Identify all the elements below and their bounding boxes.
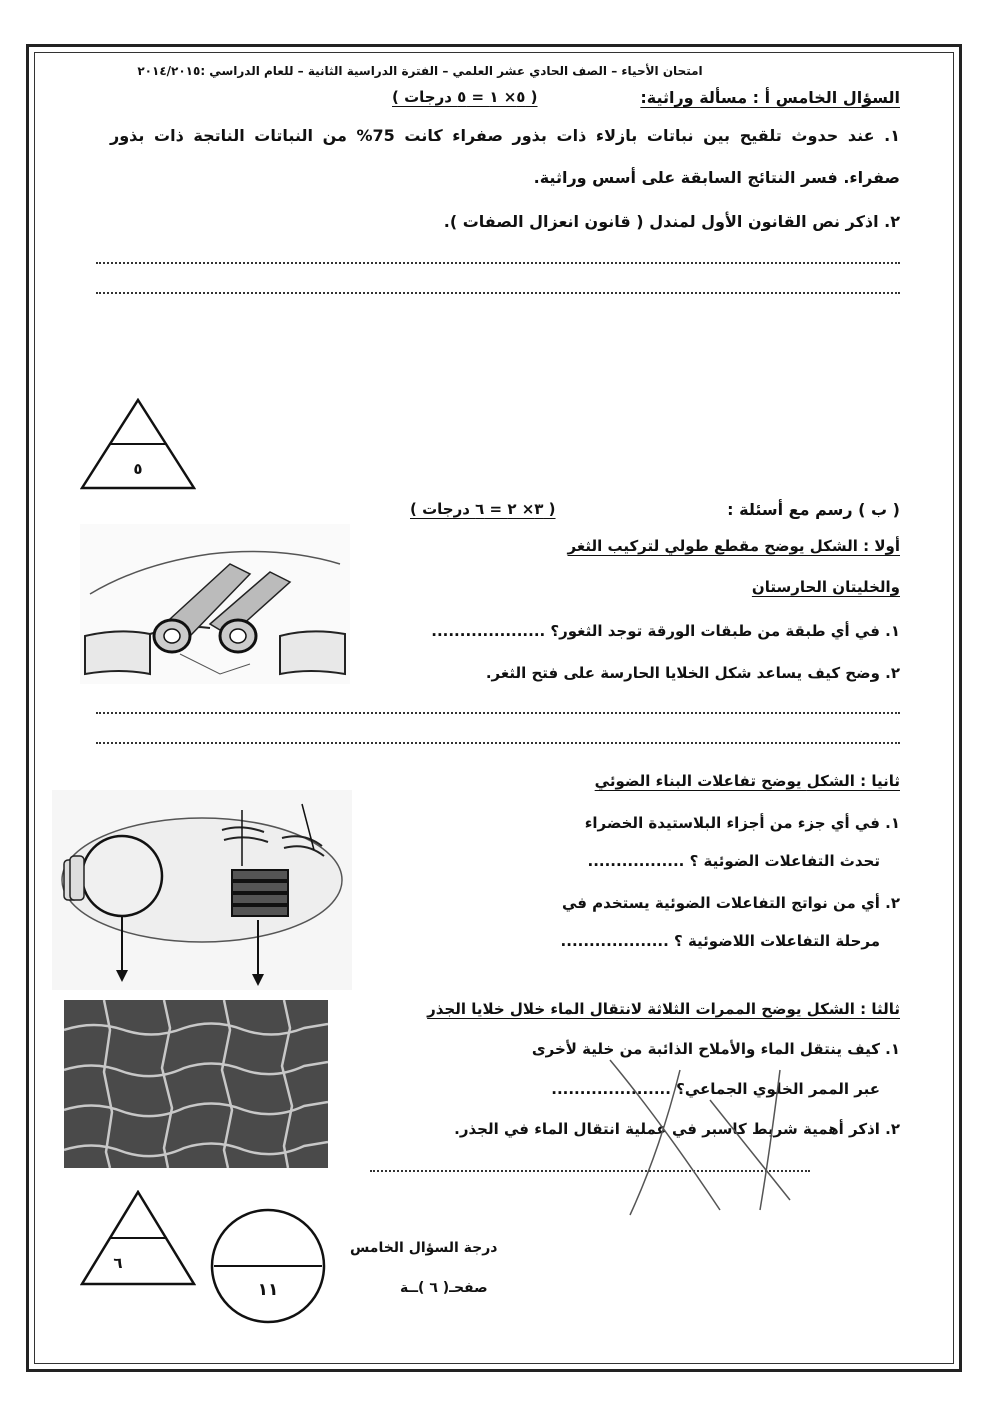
second-figure-q2: ٢. أي من نواتج التفاعلات الضوئية يستخدم في (561, 894, 900, 912)
part-b-title: ( ب ) رسم مع أسئلة : (727, 500, 900, 519)
first-figure-title: أولا : الشكل يوضح مقطع طولي لتركيب الثغر (567, 537, 900, 555)
total-score-circle-icon (206, 1204, 330, 1328)
part-b-points: ( ٣× ٢ = ٦ درجات ) (410, 500, 556, 518)
photosynthesis-diagram (52, 790, 352, 990)
second-figure-q2-cont: مرحلة التفاعلات اللاضوئية ؟ ................... (560, 932, 880, 950)
stomata-diagram (80, 524, 350, 684)
second-figure-title (595, 772, 900, 790)
total-score-value: ١١ (257, 1280, 279, 1300)
question-five-points: ( ٥× ١ = ٥ درجات ) (392, 88, 538, 106)
first-figure-title-cont: والخليتان الحارستان (751, 578, 900, 596)
score-triangle-value: ٦ (113, 1254, 123, 1272)
page-number: صفحـ( ٦ )ــة (400, 1280, 488, 1296)
third-figure-q2: ٢. اذكر أهمية شريط كاسبر في عملية انتقال الماء في الجذر. (454, 1120, 900, 1138)
second-figure-q1: ١. في أي جزء من أجزاء البلاستيدة الخضراء (584, 814, 900, 832)
exam-header: امتحان الأحياء – الصف الحادي عشر العلمي – الفترة الدراسية الثانية – للعام الدراسي :٢٠١٤/٢٠١٥ (137, 64, 703, 78)
second-figure-caption: يوضح تفاعلات البناء الضوئي (594, 772, 807, 790)
first-figure-q1: ١. في أي طبقة من طبقات الورقة توجد الثغور؟ .................... (431, 622, 900, 640)
second-figure-q1-cont: تحدث التفاعلات الضوئية ؟ ................. (587, 852, 880, 870)
question-five-q1-line1: ١. عند حدوث تلقيح بين نباتات بازلاء ذات بذور صفراء كانت 75% من النباتات الناتجة ذات بذور (110, 126, 901, 145)
total-score-label: درجة السؤال الخامس (350, 1240, 498, 1256)
third-figure-title: ثالثا : الشكل يوضح الممرات الثلاثة لانتقال الماء خلال خلايا الجذر (427, 1000, 900, 1018)
answer-line[interactable] (96, 292, 900, 294)
third-figure-q1: ١. كيف ينتقل الماء والأملاح الذائبة من خلية لأخرى (531, 1040, 900, 1058)
second-figure-label: ثانيا : الشكل (806, 772, 900, 790)
question-five-q2: ٢. اذكر نص القانون الأول لمندل ( قانون انعزال الصفات ). (443, 212, 900, 231)
answer-line[interactable] (96, 262, 900, 264)
root-cells-diagram (64, 1000, 328, 1168)
first-figure-q2: ٢. وضح كيف يساعد شكل الخلايا الحارسة على فتح الثغر. (485, 664, 900, 682)
score-triangle-value: ٥ (133, 460, 143, 478)
answer-line[interactable] (96, 742, 900, 744)
answer-line[interactable] (96, 712, 900, 714)
third-figure-q1-cont: عبر الممر الخلوي الجماعي؟ ..................... (551, 1080, 880, 1098)
grader-cross-mark-icon (600, 1040, 800, 1230)
question-five-q1-line2: صفراء. فسر النتائج السابقة على أسس وراثية. (533, 168, 900, 187)
question-five-title: السؤال الخامس أ : مسألة وراثية: (640, 88, 900, 107)
